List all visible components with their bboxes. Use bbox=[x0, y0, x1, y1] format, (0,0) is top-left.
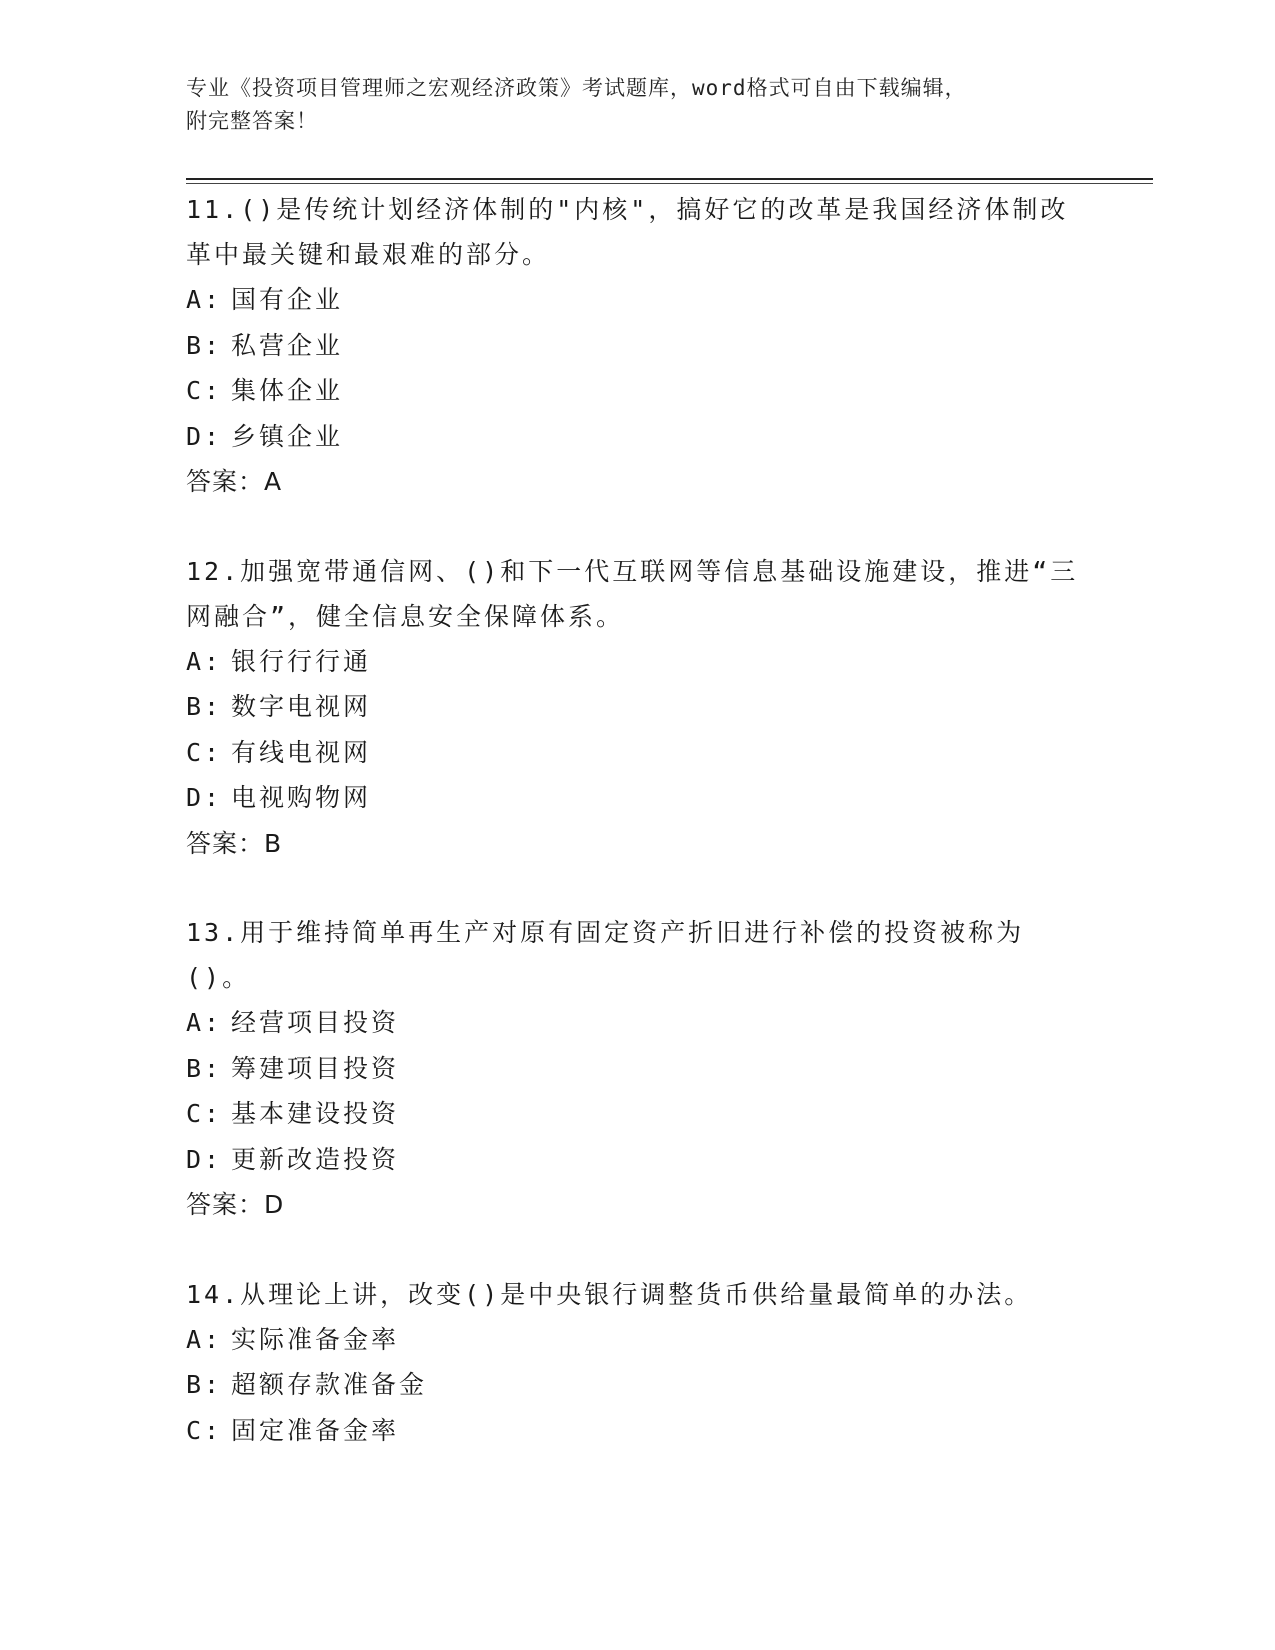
option-text: 基本建设投资 bbox=[231, 1099, 400, 1128]
option-label: B: bbox=[186, 1370, 223, 1399]
option-text: 实际准备金率 bbox=[231, 1324, 400, 1354]
document-header bbox=[186, 72, 1066, 138]
header-divider-thick bbox=[186, 178, 1153, 180]
answer-line bbox=[186, 1182, 1086, 1228]
option-label: B: bbox=[186, 330, 223, 360]
option-text: 国有企业 bbox=[231, 285, 344, 314]
option-label: C: bbox=[186, 376, 223, 405]
option-text: 电视购物网 bbox=[231, 783, 372, 812]
answer-line bbox=[186, 459, 1086, 505]
option-c bbox=[186, 730, 1086, 776]
header-divider-thin bbox=[186, 183, 1153, 184]
header-line-2: 附完整答案！ bbox=[186, 109, 318, 133]
option-text: 超额存款准备金 bbox=[231, 1370, 428, 1399]
question-14 bbox=[186, 1272, 1086, 1454]
answer-prefix: 答案： bbox=[186, 467, 265, 496]
option-b bbox=[186, 1362, 1086, 1408]
answer-prefix: 答案： bbox=[186, 828, 265, 858]
answer-line bbox=[186, 821, 1086, 867]
question-12 bbox=[186, 549, 1086, 867]
answer-prefix: 答案： bbox=[186, 1190, 265, 1219]
option-b bbox=[186, 1046, 1086, 1092]
option-text: 集体企业 bbox=[231, 376, 344, 405]
option-label: C: bbox=[186, 737, 223, 767]
question-list bbox=[186, 187, 1086, 1453]
option-b bbox=[186, 323, 1086, 369]
option-label: A: bbox=[186, 285, 223, 314]
option-text: 数字电视网 bbox=[231, 692, 372, 721]
option-text: 乡镇企业 bbox=[231, 421, 344, 451]
option-a bbox=[186, 277, 1086, 323]
option-label: A: bbox=[186, 1008, 223, 1037]
option-c bbox=[186, 368, 1086, 414]
option-label: D: bbox=[186, 1144, 223, 1174]
option-label: C: bbox=[186, 1415, 223, 1445]
option-a bbox=[186, 639, 1086, 685]
option-a bbox=[186, 1000, 1086, 1046]
option-text: 更新改造投资 bbox=[231, 1144, 400, 1174]
option-label: A: bbox=[186, 646, 223, 676]
option-d bbox=[186, 775, 1086, 821]
option-label: D: bbox=[186, 783, 223, 812]
answer-value: A bbox=[264, 467, 283, 496]
question-stem: 13.用于维持简单再生产对原有固定资产折旧进行补偿的投资被称为()。 bbox=[186, 918, 1025, 992]
option-label: D: bbox=[186, 421, 223, 451]
option-text: 银行行行通 bbox=[231, 646, 372, 676]
option-c bbox=[186, 1091, 1086, 1137]
question-spacer bbox=[186, 1228, 1086, 1272]
option-text: 固定准备金率 bbox=[231, 1415, 400, 1445]
option-label: B: bbox=[186, 692, 223, 721]
option-label: C: bbox=[186, 1099, 223, 1128]
question-13 bbox=[186, 910, 1086, 1228]
question-stem: 11.()是传统计划经济体制的"内核"，搞好它的改革是我国经济体制改革中最关键和最艰难的部分。 bbox=[186, 195, 1069, 269]
option-c bbox=[186, 1408, 1086, 1454]
option-b bbox=[186, 684, 1086, 730]
header-line-1: 专业《投资项目管理师之宏观经济政策》考试题库，word格式可自由下载编辑， bbox=[186, 76, 967, 100]
answer-value: B bbox=[264, 828, 283, 858]
option-d bbox=[186, 414, 1086, 460]
answer-value: D bbox=[264, 1190, 285, 1219]
option-a bbox=[186, 1317, 1086, 1363]
option-text: 私营企业 bbox=[231, 330, 344, 360]
option-text: 经营项目投资 bbox=[231, 1008, 400, 1037]
question-11 bbox=[186, 187, 1086, 505]
option-text: 有线电视网 bbox=[231, 737, 372, 767]
question-stem: 12.加强宽带通信网、()和下一代互联网等信息基础设施建设，推进“三网融合”，健全信息安全保障体系。 bbox=[186, 556, 1079, 631]
option-label: A: bbox=[186, 1324, 223, 1354]
question-spacer bbox=[186, 505, 1086, 549]
question-spacer bbox=[186, 866, 1086, 910]
question-stem: 14.从理论上讲，改变()是中央银行调整货币供给量最简单的办法。 bbox=[186, 1279, 1033, 1309]
option-d bbox=[186, 1137, 1086, 1183]
option-label: B: bbox=[186, 1053, 223, 1083]
option-text: 筹建项目投资 bbox=[231, 1053, 400, 1083]
